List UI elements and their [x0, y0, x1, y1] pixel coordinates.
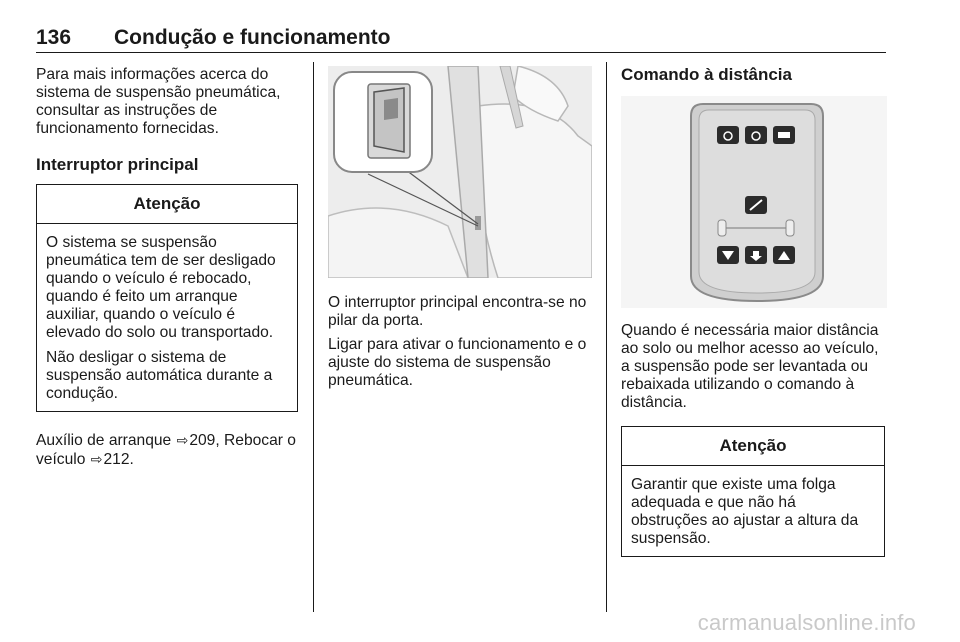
body-paragraph: Ligar para ativar o funcionamento e o ajuste do sistema de suspensão pneumática.	[328, 336, 587, 389]
main-switch-illustration	[328, 66, 592, 278]
warning-paragraph: O sistema se suspensão pneumática tem de ser desligado quando o veículo é rebocado, quando é feito um arranque auxiliar, quando o veículo é elevado do solo ou transportado.	[46, 234, 276, 341]
warning-paragraph: Não desligar o sistema de suspensão automática durante a condução.	[46, 349, 273, 402]
column-left	[36, 66, 298, 469]
section-heading-remote-control: Comando à distância	[621, 65, 792, 84]
page-reference-link[interactable]: 209	[189, 432, 216, 449]
warning-box	[36, 184, 298, 412]
column-divider-2	[606, 62, 607, 612]
cross-reference-paragraph: Auxílio de arranque ⇨209, Rebocar o veículo ⇨212.	[36, 432, 296, 468]
remote-control-drawing	[621, 96, 887, 308]
warning-paragraph: Garantir que existe uma folga adequada e que não há obstruções ao ajustar a altura da suspensão.	[631, 476, 859, 547]
column-divider-1	[313, 62, 314, 612]
page-reference-link[interactable]: 212	[103, 451, 130, 468]
page-title: Condução e funcionamento	[114, 26, 391, 49]
page-header	[36, 26, 886, 53]
warning-title: Atenção	[37, 185, 297, 224]
remote-control-illustration	[621, 96, 887, 308]
column-right	[621, 66, 887, 557]
watermark: carmanualsonline.info	[697, 610, 916, 635]
warning-box	[621, 426, 885, 557]
body-paragraph: O interruptor principal encontra-se no pilar da porta.	[328, 294, 587, 329]
page-number: 136	[36, 26, 72, 49]
body-paragraph: Quando é necessária maior distância ao solo ou melhor acesso ao veículo, a suspensão pode ser levantada ou rebaixada utilizando o comando à distância.	[621, 322, 879, 411]
intro-paragraph: Para mais informações acerca do sistema de suspensão pneumática, consultar as instruções de funcionamento fornecidas.	[36, 66, 281, 137]
page-reference-icon: ⇨	[176, 432, 189, 448]
warning-title: Atenção	[622, 427, 884, 466]
page-reference-icon: ⇨	[90, 451, 103, 467]
door-pillar-switch-drawing	[328, 66, 592, 278]
section-heading-main-switch: Interruptor principal	[36, 155, 199, 174]
column-middle	[328, 66, 594, 390]
